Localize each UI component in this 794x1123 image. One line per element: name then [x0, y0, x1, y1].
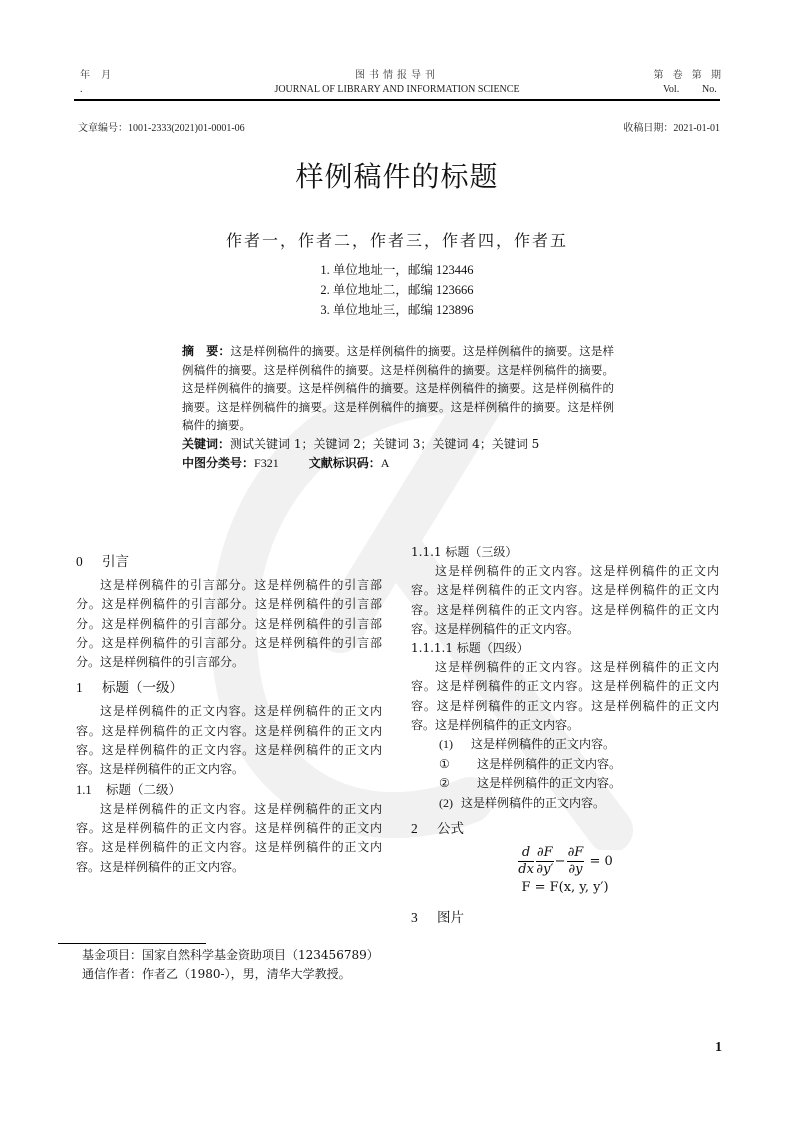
section-number: 1 [76, 680, 83, 696]
right-column [411, 543, 719, 932]
paragraph: 这是样例稿件的正文内容。这是样例稿件的正文内容。这是样例稿件的正文内容。这是样例稿件的正文内容。这是样例稿件的正文内容。这是样例稿件的正文内容。这是样例稿件的正文内容。 [76, 801, 382, 874]
abstract [182, 342, 614, 435]
corresponding-author-note [58, 965, 398, 984]
section-heading [76, 674, 382, 702]
list-text: 这是样例稿件的正文内容。 [461, 795, 606, 810]
list-marker: ① [439, 756, 450, 771]
header-vol: Vol. [663, 84, 680, 95]
section-heading [76, 548, 382, 576]
doc-code-value: A [380, 455, 390, 470]
denominator: ∂y [568, 862, 583, 878]
funding-label: 基金项目： [82, 948, 143, 962]
header-rule [74, 99, 720, 101]
doc-code-label: 文献标识码： [308, 455, 381, 470]
list-marker: ② [439, 776, 450, 791]
funding-text: 国家自然科学基金资助项目（123456789） [142, 948, 379, 962]
keywords-text: 测试关键词 1；关键词 2；关键词 3；关键词 4；关键词 5 [230, 436, 540, 451]
section-title: 公式 [437, 821, 464, 838]
subsection-heading [76, 780, 382, 800]
numerator: ∂F [567, 845, 584, 861]
paragraph: 这是样例稿件的正文内容。这是样例稿件的正文内容。这是样例稿件的正文内容。这是样例稿件的正文内容。这是样例稿件的正文内容。这是样例稿件的正文内容。这是样例稿件的正文内容。 [411, 564, 719, 636]
fraction [567, 845, 585, 878]
section-number: 1.1 [76, 782, 92, 797]
paragraph: 这是样例稿件的正文内容。这是样例稿件的正文内容。这是样例稿件的正文内容。这是样例稿件的正文内容。这是样例稿件的正文内容。这是样例稿件的正文内容。这是样例稿件的正文内容。 [411, 660, 719, 733]
footnote [58, 946, 398, 984]
journal-name-en: JOURNAL OF LIBRARY AND INFORMATION SCIENCE [274, 84, 520, 95]
clc-label: 中图分类号： [182, 455, 255, 470]
abstract-block [182, 342, 614, 473]
level4-heading: 1.1.1.1 标题（四级） [411, 641, 529, 656]
list-item [411, 755, 719, 775]
section-number: 3 [411, 910, 418, 926]
equation-2: F = F(x, y, y′) [521, 880, 609, 896]
list-text: 这是样例稿件的正文内容。 [477, 776, 622, 791]
page-number: 1 [715, 1040, 722, 1055]
fraction [536, 845, 554, 878]
affiliation-item: 1. 单位地址一，邮编 123446 [320, 263, 474, 277]
numerator: ∂F [536, 845, 553, 861]
equation-rhs: = 0 [589, 854, 613, 870]
denominator: dx [518, 862, 534, 878]
list-item [411, 774, 719, 794]
footnote-rule [58, 943, 206, 944]
equation-1 [411, 845, 719, 878]
section-number: 2 [411, 821, 418, 837]
paragraph: 这是样例稿件的正文内容。这是样例稿件的正文内容。这是样例稿件的正文内容。这是样例稿件的正文内容。这是样例稿件的正文内容。这是样例稿件的正文内容。这是样例稿件的正文内容。 [76, 704, 382, 777]
affiliation-item: 2. 单位地址二，邮编 123666 [320, 283, 474, 297]
list-text: 这是样例稿件的正文内容。 [471, 737, 616, 752]
keywords [182, 435, 614, 454]
author-list: 作者一，作者二，作者三，作者四，作者五 [225, 231, 568, 250]
section-title: 图片 [437, 910, 464, 927]
corresponding-label: 通信作者： [82, 967, 143, 981]
keywords-label: 关键词： [182, 436, 231, 451]
header-no: No. [702, 84, 717, 95]
subsubsection-heading: 1.1.1 标题（三级） [411, 545, 518, 559]
section-heading [411, 815, 719, 843]
affiliation-item: 3. 单位地址三，邮编 123896 [320, 303, 474, 317]
classification [182, 454, 614, 473]
clc-value: F321 [254, 455, 279, 470]
list-item [411, 735, 719, 755]
section-number: 0 [76, 554, 83, 569]
affiliations [0, 260, 794, 320]
section-title: 标题（一级） [102, 680, 183, 697]
fraction [518, 845, 534, 878]
list-marker: (1) [439, 737, 453, 752]
denominator: ∂y′ [536, 862, 554, 878]
left-column [76, 548, 382, 877]
header-date-en: . [80, 84, 83, 95]
article-number: 文章编号：1001-2333(2021)01-0001-06 [78, 123, 245, 134]
list-text: 这是样例稿件的正文内容。 [477, 756, 622, 771]
header-volume-cn: 第 卷 第 期 [653, 70, 724, 81]
section-title: 引言 [102, 554, 129, 570]
list-marker: (2) [439, 795, 453, 810]
header-date: 年 月 [80, 70, 116, 81]
abstract-text: 这是样例稿件的摘要。这是样例稿件的摘要。这是样例稿件的摘要。这是样例稿件的摘要。这是样例稿件的摘要。这是样例稿件的摘要。这是样例稿件的摘要。这是样例稿件的摘要。这是样例稿件的摘要。这是样例稿件的摘要。这是样例稿件的摘要。这是样例稿件的摘要。这是样例稿件的摘要。这是样例稿件的摘要。这是样例稿件的摘要。 [182, 344, 614, 433]
paper-title: 样例稿件的标题 [295, 160, 499, 193]
received-date: 收稿日期：2021-01-01 [623, 123, 720, 134]
list-item [411, 794, 719, 814]
minus-sign: − [554, 854, 566, 870]
paragraph: 这是样例稿件的引言部分。这是样例稿件的引言部分。这是样例稿件的引言部分。这是样例稿件的引言部分。这是样例稿件的引言部分。这是样例稿件的引言部分。这是样例稿件的引言部分。这是样例稿件的引言部分。这是样例稿件的引言部分。 [76, 578, 382, 670]
funding-note [58, 946, 398, 965]
numerator: d [518, 845, 534, 862]
section-title: 标题（二级） [106, 781, 182, 797]
abstract-label: 摘 要： [182, 344, 231, 358]
corresponding-text: 作者乙（1980-），男，清华大学教授。 [142, 967, 351, 981]
journal-name-cn: 图书情报导刊 [355, 70, 439, 81]
section-heading [411, 904, 719, 932]
